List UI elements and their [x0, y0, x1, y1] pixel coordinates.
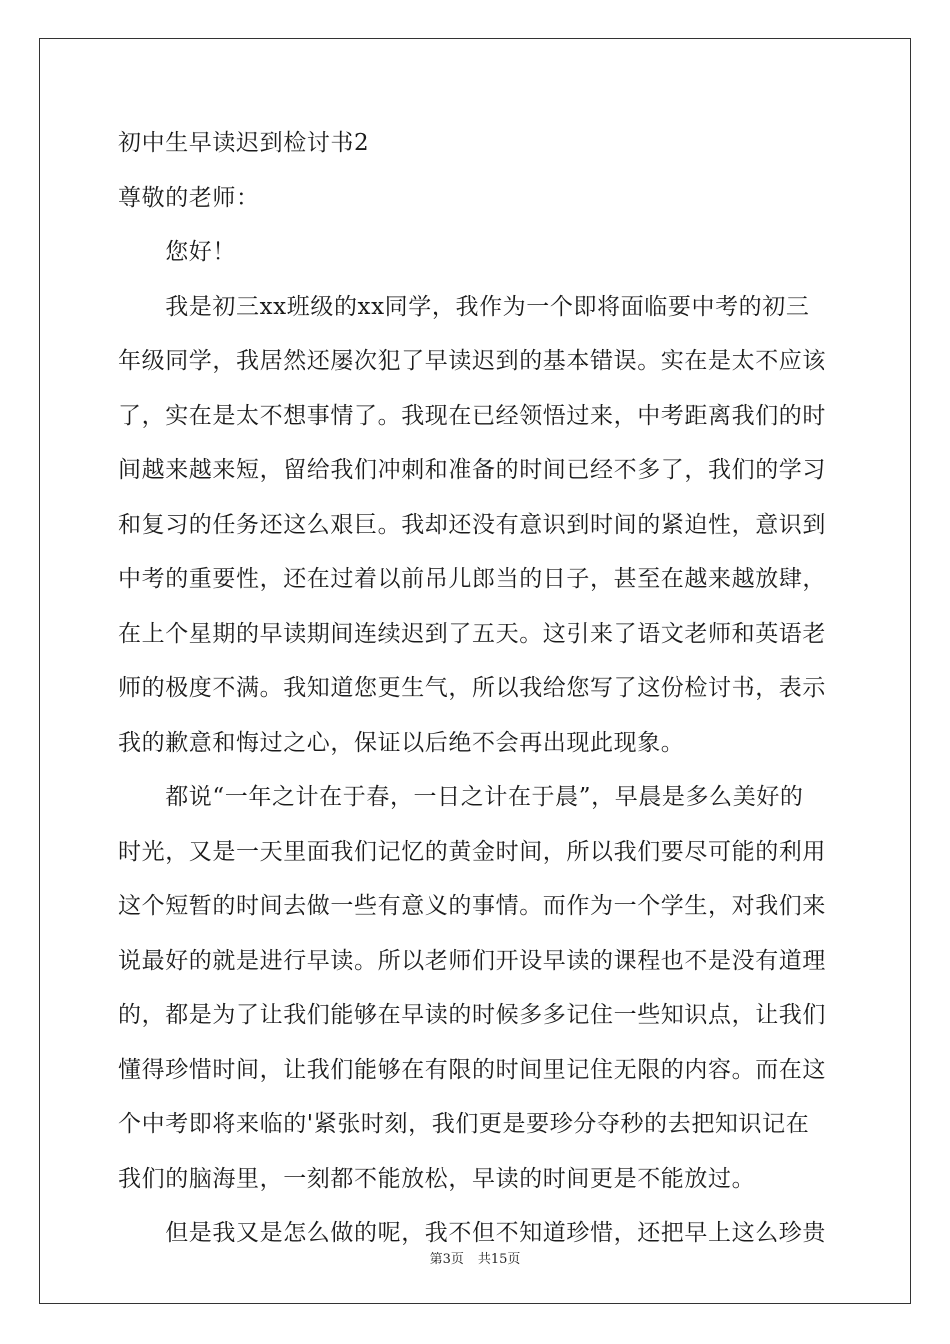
document-title: 初中生早读迟到检讨书2: [118, 130, 370, 156]
greeting: 您好！: [118, 239, 236, 265]
body-line: 时光，又是一天里面我们记忆的黄金时间，所以我们要尽可能的利用: [118, 838, 826, 865]
body-line: 但是我又是怎么做的呢，我不但不知道珍惜，还把早上这么珍贵: [118, 1220, 826, 1246]
body-line: 间越来越来短，留给我们冲刺和准备的时间已经不多了，我们的学习: [118, 457, 826, 483]
body-line: 和复习的任务还这么艰巨。我却还没有意识到时间的紧迫性，意识到: [118, 511, 826, 538]
body-line: 中考的重要性，还在过着以前吊儿郎当的日子，甚至在越来越放肆，: [118, 566, 826, 592]
body-line: 我们的脑海里，一刻都不能放松，早读的时间更是不能放过。: [118, 1165, 756, 1192]
body-line: 年级同学，我居然还屡次犯了早读迟到的基本错误。实在是太不应该: [118, 348, 826, 374]
body-line: 师的极度不满。我知道您更生气，所以我给您写了这份检讨书，表示: [118, 675, 826, 701]
body-line: 说最好的就是进行早读。所以老师们开设早读的课程也不是没有道理: [118, 947, 826, 974]
page-number: 第3页: [429, 1252, 464, 1267]
body-line: 我的歉意和悔过之心，保证以后绝不会再出现此现象。: [118, 729, 685, 756]
body-line: 懂得珍惜时间，让我们能够在有限的时间里记住无限的内容。而在这: [118, 1056, 826, 1083]
page-footer: [0, 1248, 950, 1267]
body-line: 都说“一年之计在于春，一日之计在于晨”，早晨是多么美好的: [118, 784, 804, 810]
body-line: 在上个星期的早读期间连续迟到了五天。这引来了语文老师和英语老: [118, 620, 826, 647]
body-line: 的，都是为了让我们能够在早读的时候多多记住一些知识点，让我们: [118, 1002, 826, 1028]
document-body: [118, 128, 838, 1273]
page-total: 共15页: [477, 1252, 521, 1267]
body-line: 个中考即将来临的'紧张时刻，我们更是要珍分夺秒的去把知识记在: [118, 1111, 810, 1137]
salutation: 尊敬的老师：: [118, 184, 260, 211]
body-line: 我是初三xx班级的xx同学，我作为一个即将面临要中考的初三: [118, 293, 810, 320]
body-line: 了，实在是太不想事情了。我现在已经领悟过来，中考距离我们的时: [118, 402, 826, 429]
body-line: 这个短暂的时间去做一些有意义的事情。而作为一个学生，对我们来: [118, 893, 826, 919]
